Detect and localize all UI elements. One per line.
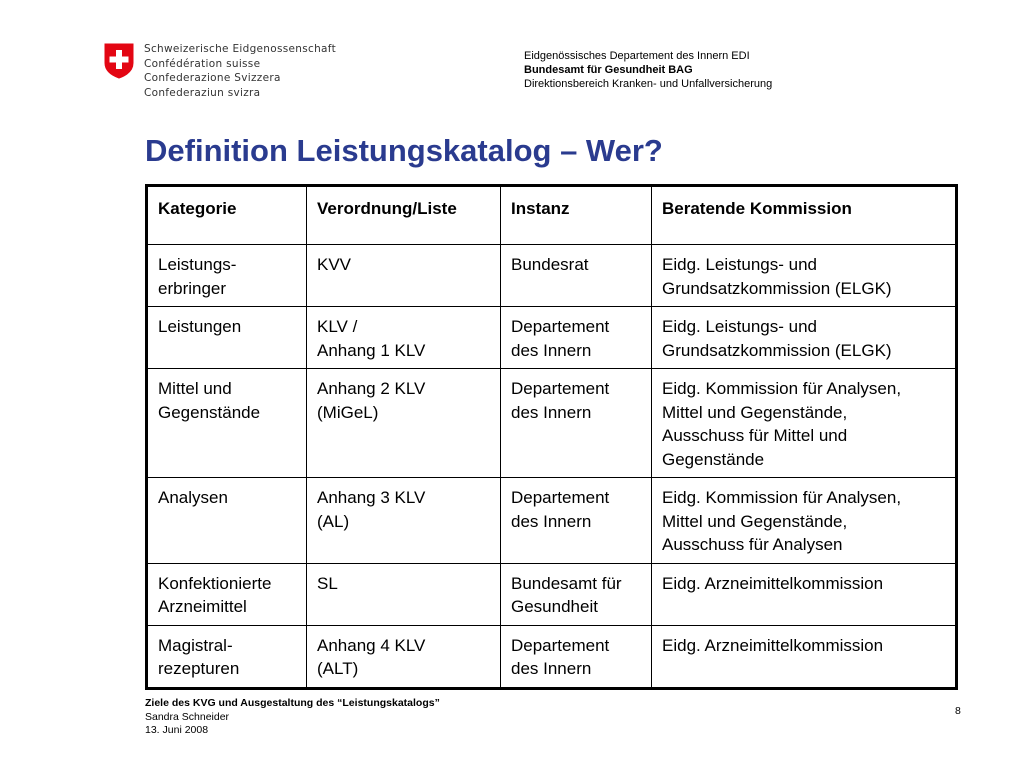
department-block — [524, 49, 772, 91]
cell-kommission — [652, 245, 957, 307]
header-verordnung-liste: Verordnung/Liste — [307, 186, 501, 245]
catalog-table — [145, 184, 958, 690]
header-instanz: Instanz — [501, 186, 652, 245]
cell-text-line: Departement — [511, 379, 610, 398]
cell-verordnung — [307, 245, 501, 307]
footer-presentation-title: Ziele des KVG und Ausgestaltung des “Leistungskatalogs” — [145, 697, 440, 709]
cell-text-line: Analysen — [158, 488, 228, 507]
cell-text-line: Ausschuss für Analysen — [662, 535, 843, 554]
cell-text-line: Bundesamt für — [511, 573, 622, 593]
cell-text-line: Ausschuss für Mittel und — [662, 426, 848, 445]
table-row — [147, 307, 957, 369]
cell-text-line: des Innern — [511, 340, 592, 360]
table-row — [147, 369, 957, 478]
confederation-name-de: Schweizerische Eidgenossenschaft — [144, 43, 336, 55]
cell-text-line: Konfektionierte — [158, 573, 272, 593]
cell-instanz — [501, 478, 652, 564]
cell-instanz — [501, 307, 652, 369]
cell-text-line: KLV / — [317, 317, 358, 336]
office-name: Bundesamt für Gesundheit BAG — [524, 64, 693, 76]
footer-author: Sandra Schneider — [145, 710, 230, 723]
table-row — [147, 478, 957, 564]
cell-text-line: Magistral- — [158, 635, 233, 655]
cell-verordnung — [307, 563, 501, 625]
cell-text-line: Mittel und Gegenstände, — [662, 402, 848, 422]
cell-text-line: Mittel und — [158, 379, 232, 398]
cell-text-line: Arzneimittel — [158, 597, 247, 616]
table-header-row — [147, 186, 957, 245]
confederation-names — [144, 42, 336, 100]
cell-text-line: rezepturen — [158, 659, 240, 678]
cell-text-line: Gegenstände — [662, 449, 765, 469]
cell-text-line: Eidg. Leistungs- und — [662, 255, 817, 274]
cell-verordnung — [307, 369, 501, 478]
slide-title: Definition Leistungskatalog – Wer? — [145, 133, 663, 168]
cell-instanz — [501, 369, 652, 478]
table-row — [147, 245, 957, 307]
cell-verordnung — [307, 625, 501, 688]
swiss-shield-icon — [104, 43, 134, 79]
cell-text-line: KVV — [317, 255, 352, 274]
cell-text-line: Gesundheit — [511, 597, 598, 616]
cell-text-line: Eidg. Leistungs- und — [662, 317, 817, 336]
header-beratende-kommission: Beratende Kommission — [652, 186, 957, 245]
cell-kategorie — [147, 563, 307, 625]
cell-text-line: des Innern — [511, 402, 592, 422]
confederation-name-it: Confederazione Svizzera — [144, 72, 281, 84]
cell-kommission — [652, 625, 957, 688]
confederation-name-fr: Confédération suisse — [144, 57, 261, 70]
cell-text-line: Leistungen — [158, 317, 242, 336]
cell-kategorie — [147, 245, 307, 307]
page-number: 8 — [955, 705, 961, 717]
cell-text-line: Eidg. Arzneimittelkommission — [662, 573, 884, 593]
footer — [145, 697, 440, 738]
cell-kommission — [652, 478, 957, 564]
cell-text-line: Eidg. Kommission für Analysen, — [662, 488, 902, 507]
cell-text-line: Eidg. Kommission für Analysen, — [662, 379, 902, 398]
federal-logo — [104, 42, 336, 100]
cell-text-line: Departement — [511, 317, 610, 336]
cell-kategorie — [147, 369, 307, 478]
cell-text-line: Anhang 2 KLV — [317, 379, 426, 398]
table-row — [147, 563, 957, 625]
cell-text-line: (ALT) — [317, 659, 359, 678]
cell-instanz — [501, 245, 652, 307]
cell-text-line: Anhang 3 KLV — [317, 488, 426, 507]
cell-kommission — [652, 563, 957, 625]
cell-kategorie — [147, 307, 307, 369]
cell-text-line: erbringer — [158, 278, 227, 298]
cell-verordnung — [307, 478, 501, 564]
table-body — [147, 245, 957, 689]
department-name: Eidgenössisches Departement des Innern EDI — [524, 50, 750, 62]
cell-text-line: des Innern — [511, 511, 592, 531]
cell-text-line: Departement — [511, 635, 610, 655]
cell-text-line: Gegenstände — [158, 402, 261, 422]
confederation-name-rm: Confederaziun svizra — [144, 86, 261, 99]
cell-text-line: des Innern — [511, 659, 592, 678]
cell-text-line: Grundsatzkommission (ELGK) — [662, 278, 892, 298]
table-row — [147, 625, 957, 688]
cell-text-line: Leistungs- — [158, 255, 237, 274]
cell-text-line: Departement — [511, 488, 610, 507]
cell-kategorie — [147, 478, 307, 564]
cell-text-line: Mittel und Gegenstände, — [662, 511, 848, 531]
cell-verordnung — [307, 307, 501, 369]
footer-date: 13. Juni 2008 — [145, 724, 209, 736]
cell-text-line: Anhang 1 KLV — [317, 340, 426, 360]
division-name: Direktionsbereich Kranken- und Unfallversicherung — [524, 78, 773, 90]
cell-instanz — [501, 563, 652, 625]
cell-text-line: (MiGeL) — [317, 402, 379, 422]
cell-text-line: (AL) — [317, 511, 350, 531]
cell-text-line: Anhang 4 KLV — [317, 635, 426, 655]
cell-kategorie — [147, 625, 307, 688]
cell-kommission — [652, 369, 957, 478]
cell-instanz — [501, 625, 652, 688]
cell-text-line: Bundesrat — [511, 255, 589, 274]
cell-kommission — [652, 307, 957, 369]
cell-text-line: Eidg. Arzneimittelkommission — [662, 635, 884, 655]
cell-text-line: SL — [317, 573, 338, 593]
header-kategorie: Kategorie — [147, 186, 307, 245]
cell-text-line: Grundsatzkommission (ELGK) — [662, 340, 892, 360]
